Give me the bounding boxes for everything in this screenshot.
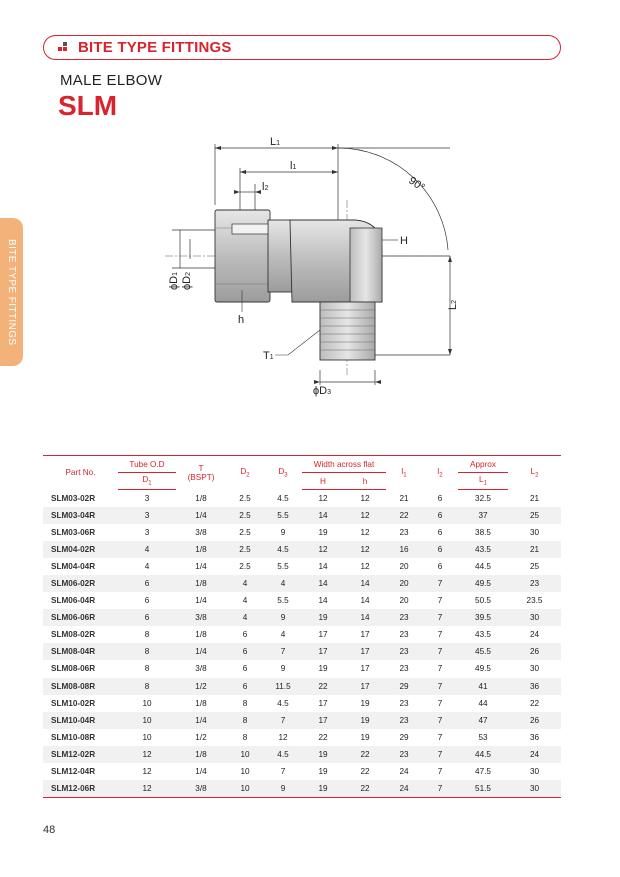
table-cell: 3/8: [176, 780, 226, 797]
table-cell: 1/8: [195, 630, 207, 640]
table-cell: 19: [302, 780, 344, 797]
brand-logo-icon: [58, 42, 70, 54]
table-row: [43, 626, 561, 643]
table-cell: 49.5: [475, 664, 491, 674]
table-cell: 2.5: [239, 527, 251, 537]
table-cell: 44: [478, 698, 488, 708]
table-row: [43, 695, 561, 712]
table-cell: 1/4: [195, 767, 207, 777]
table-cell: 44.5: [475, 561, 491, 571]
table-row: [43, 524, 561, 541]
table-cell: 23.5: [526, 596, 543, 606]
table-cell: 20: [386, 575, 422, 592]
label-D3: ϕD3: [313, 385, 332, 397]
table-cell: 23: [386, 643, 422, 660]
table-cell: 5.5: [277, 561, 289, 571]
header-L2: $L_2$: [508, 456, 561, 490]
table-cell: 3/8: [176, 609, 226, 626]
table-cell: 7: [264, 643, 302, 660]
table-cell: 19: [318, 527, 328, 537]
table-cell: 17: [360, 630, 370, 640]
table-cell: 4.5: [264, 746, 302, 763]
table-cell: 37: [458, 507, 508, 524]
table-cell: 1/8: [176, 746, 226, 763]
table-cell: 23: [508, 575, 561, 592]
table-cell: 14: [360, 596, 370, 606]
table-cell: 21: [508, 541, 561, 558]
table-cell: 6: [144, 596, 150, 606]
table-cell: 7: [422, 575, 458, 592]
table-cell: 12: [142, 767, 152, 777]
label-L1: L1: [270, 136, 281, 148]
table-cell: 22: [344, 780, 386, 797]
table-cell: 14: [344, 609, 386, 626]
table-cell: 19: [302, 746, 344, 763]
table-cell: 3/8: [195, 527, 207, 537]
table-cell: 23: [399, 630, 409, 640]
table-cell: 47: [458, 712, 508, 729]
table-cell: 10: [226, 780, 264, 797]
table-cell: 23: [399, 698, 409, 708]
table-cell: 2.5: [239, 493, 251, 503]
table-cell: 6: [118, 609, 176, 626]
table-cell: 2.5: [239, 561, 251, 571]
table-cell: 7: [437, 698, 443, 708]
part-number-cell: SLM03-06R: [51, 527, 96, 537]
table-cell: 4: [226, 609, 264, 626]
table-cell: 30: [529, 664, 540, 674]
table-cell: 12: [118, 746, 176, 763]
table-cell: 23: [386, 746, 422, 763]
table-cell: 20: [399, 596, 409, 606]
table-cell: 22: [318, 732, 328, 742]
table-cell: 19: [360, 698, 370, 708]
part-number-cell: SLM12-04R: [51, 767, 96, 777]
table-cell: 14: [302, 507, 344, 524]
table-cell: 24: [386, 780, 422, 797]
part-number-cell: SLM10-08R: [51, 732, 96, 742]
technical-drawing: [150, 130, 480, 410]
part-number-cell: SLM03-04R: [43, 507, 118, 524]
table-cell: 6: [422, 541, 458, 558]
table-cell: 19: [360, 732, 370, 742]
table-cell: 8: [144, 664, 150, 674]
header-d3: $D_3$: [264, 456, 302, 490]
header-tube-od: Tube O.D: [118, 456, 176, 473]
table-cell: 4: [264, 575, 302, 592]
table-cell: 6: [226, 643, 264, 660]
table-cell: 7: [422, 609, 458, 626]
table-cell: 25: [508, 507, 561, 524]
table-cell: 1/8: [195, 493, 207, 503]
table-cell: 9: [264, 780, 302, 797]
table-cell: 7: [422, 746, 458, 763]
table-cell: 4: [144, 561, 150, 571]
table-cell: 14: [318, 596, 328, 606]
table-cell: 30: [529, 767, 540, 777]
table-cell: 10: [226, 746, 264, 763]
table-row: [43, 729, 561, 746]
table-cell: 16: [386, 541, 422, 558]
table-cell: 10: [240, 767, 250, 777]
label-D2: ϕD2: [181, 271, 193, 290]
header-part-no: Part No.: [43, 456, 118, 490]
table-cell: 23: [399, 664, 409, 674]
label-D1: ϕD1: [168, 271, 180, 290]
specification-table: [43, 455, 561, 798]
table-cell: 24: [399, 767, 409, 777]
table-cell: 3: [144, 493, 150, 503]
part-number-cell: SLM03-02R: [51, 493, 96, 503]
table-cell: 45.5: [458, 643, 508, 660]
part-number-cell: SLM04-02R: [43, 541, 118, 558]
header-d2: $D_2$: [226, 456, 264, 490]
table-cell: 17: [344, 643, 386, 660]
table-cell: 6: [437, 561, 443, 571]
table-cell: 7: [264, 712, 302, 729]
table-cell: 9: [264, 609, 302, 626]
table-cell: 12: [278, 732, 288, 742]
table-cell: 25: [529, 561, 540, 571]
part-number-cell: SLM06-06R: [43, 609, 118, 626]
part-number-cell: SLM08-02R: [51, 630, 96, 640]
part-number-cell: SLM10-04R: [43, 712, 118, 729]
table-cell: 2.5: [226, 541, 264, 558]
part-number-cell: SLM08-06R: [51, 664, 96, 674]
table-cell: 43.5: [458, 541, 508, 558]
table-cell: 10: [142, 732, 152, 742]
table-cell: 9: [280, 664, 286, 674]
table-row: [43, 643, 561, 660]
label-l2: l2: [262, 181, 269, 193]
table-cell: 50.5: [475, 596, 491, 606]
table-cell: 12: [344, 541, 386, 558]
header-waf-h: h: [344, 473, 386, 490]
label-l1: l1: [290, 160, 297, 172]
header-l1: $l_1$: [386, 456, 422, 490]
table-cell: 22: [302, 678, 344, 695]
table-cell: 7: [422, 643, 458, 660]
table-cell: 8: [118, 643, 176, 660]
table-cell: 12: [360, 561, 370, 571]
table-cell: 26: [508, 712, 561, 729]
table-cell: 3: [144, 527, 150, 537]
table-cell: 2.5: [226, 507, 264, 524]
table-cell: 1/8: [176, 541, 226, 558]
table-cell: 1/4: [176, 712, 226, 729]
table-cell: 19: [302, 609, 344, 626]
table-cell: 36: [508, 678, 561, 695]
label-T1: T1: [263, 350, 274, 362]
part-number-cell: SLM06-02R: [43, 575, 118, 592]
table-cell: 19: [318, 767, 328, 777]
table-cell: 1/4: [195, 561, 207, 571]
table-cell: 22: [529, 698, 540, 708]
table-cell: 21: [529, 493, 540, 503]
table-row: [43, 490, 561, 507]
table-cell: 39.5: [458, 609, 508, 626]
table-row: [43, 507, 561, 524]
table-cell: 1/4: [195, 596, 207, 606]
table-cell: 17: [302, 643, 344, 660]
header-d1: $D_1$: [118, 473, 176, 490]
table-cell: 7: [437, 767, 443, 777]
table-cell: 7: [422, 678, 458, 695]
table-cell: 12: [360, 527, 370, 537]
table-cell: 30: [508, 780, 561, 797]
table-cell: 19: [344, 712, 386, 729]
table-cell: 20: [399, 561, 409, 571]
table-cell: 6: [242, 630, 248, 640]
header-waf-H: H: [302, 473, 344, 490]
table-cell: 47.5: [475, 767, 491, 777]
table-cell: 6: [437, 493, 443, 503]
table-cell: 23: [386, 609, 422, 626]
table-cell: 30: [529, 527, 540, 537]
label-h: h: [238, 314, 245, 326]
table-cell: 12: [344, 507, 386, 524]
table-cell: 22: [360, 767, 370, 777]
header-l2: $l_2$: [422, 456, 458, 490]
table-cell: 9: [280, 527, 286, 537]
table-row: [43, 592, 561, 609]
table-cell: 6: [242, 664, 248, 674]
table-cell: 5.5: [264, 507, 302, 524]
table-cell: 14: [302, 575, 344, 592]
label-H: H: [400, 235, 408, 247]
table-cell: 19: [318, 664, 328, 674]
header-width-across-flat: Width across flat: [302, 456, 386, 473]
table-cell: 22: [344, 746, 386, 763]
table-cell: 26: [508, 643, 561, 660]
table-cell: 6: [437, 527, 443, 537]
table-cell: 17: [344, 678, 386, 695]
header-approx: Approx: [458, 456, 508, 473]
table-cell: 8: [226, 712, 264, 729]
table-cell: 4: [226, 575, 264, 592]
table-cell: 1/2: [195, 732, 207, 742]
table-row: [43, 609, 561, 626]
table-cell: 17: [318, 698, 328, 708]
table-cell: 8: [118, 678, 176, 695]
table-cell: 14: [344, 575, 386, 592]
part-number-cell: SLM10-02R: [51, 698, 96, 708]
page-number: 48: [43, 824, 56, 836]
table-cell: 24: [529, 630, 540, 640]
table-cell: 6: [118, 575, 176, 592]
part-number-cell: SLM08-08R: [43, 678, 118, 695]
table-cell: 49.5: [458, 575, 508, 592]
table-cell: 7: [280, 767, 286, 777]
part-number-cell: SLM12-02R: [43, 746, 118, 763]
table-cell: 29: [399, 732, 409, 742]
table-row: [43, 780, 561, 797]
table-cell: 7: [437, 596, 443, 606]
table-cell: 30: [508, 609, 561, 626]
table-cell: 44.5: [458, 746, 508, 763]
table-cell: 41: [458, 678, 508, 695]
part-number-cell: SLM06-04R: [51, 596, 96, 606]
table-row: [43, 746, 561, 763]
table-cell: 7: [437, 732, 443, 742]
table-cell: 43.5: [475, 630, 491, 640]
table-cell: 8: [144, 630, 150, 640]
label-L2: L2: [447, 299, 459, 310]
table-cell: 10: [118, 712, 176, 729]
table-cell: 7: [422, 780, 458, 797]
part-number-cell: SLM12-06R: [43, 780, 118, 797]
table-cell: 14: [318, 561, 328, 571]
table-cell: 3: [118, 507, 176, 524]
table-cell: 1/2: [176, 678, 226, 695]
product-code: SLM: [58, 90, 118, 121]
table-cell: 4: [242, 596, 248, 606]
table-cell: 23: [386, 712, 422, 729]
table-cell: 4.5: [277, 493, 289, 503]
table-cell: 11.5: [264, 678, 302, 695]
table-cell: 4.5: [264, 541, 302, 558]
section-title: BITE TYPE FITTINGS: [78, 39, 232, 56]
table-row: [43, 558, 561, 575]
table-cell: 38.5: [475, 527, 491, 537]
side-tab: [0, 218, 23, 366]
table-cell: 3/8: [195, 664, 207, 674]
table-cell: 51.5: [458, 780, 508, 797]
header-approx-L1: $L_1$: [458, 473, 508, 490]
label-angle: 90°: [406, 174, 427, 195]
table-body: [43, 490, 561, 798]
table-cell: 17: [318, 630, 328, 640]
table-row: [43, 763, 561, 780]
table-row: [43, 678, 561, 695]
table-cell: 5.5: [277, 596, 289, 606]
table-cell: 4.5: [277, 698, 289, 708]
table-cell: 8: [242, 698, 248, 708]
table-cell: 12: [360, 493, 370, 503]
table-cell: 24: [508, 746, 561, 763]
table-cell: 7: [437, 630, 443, 640]
table-cell: 22: [386, 507, 422, 524]
table-cell: 7: [437, 664, 443, 674]
table-cell: 17: [360, 664, 370, 674]
table-cell: 23: [399, 527, 409, 537]
table-cell: 1/4: [176, 507, 226, 524]
table-cell: 12: [302, 541, 344, 558]
table-cell: 7: [422, 712, 458, 729]
table-cell: 8: [242, 732, 248, 742]
table-cell: 12: [318, 493, 328, 503]
table-cell: 1/8: [195, 698, 207, 708]
table-cell: 1/8: [176, 575, 226, 592]
table-cell: 4: [118, 541, 176, 558]
table-cell: 53: [478, 732, 488, 742]
part-number-cell: SLM04-04R: [51, 561, 96, 571]
table-cell: 10: [142, 698, 152, 708]
table-cell: 32.5: [475, 493, 491, 503]
table-cell: 12: [118, 780, 176, 797]
table-cell: 4: [280, 630, 286, 640]
product-subtitle: MALE ELBOW: [60, 72, 163, 89]
table-row: [43, 541, 561, 558]
header-t: T (BSPT): [176, 456, 226, 490]
part-number-cell: SLM08-04R: [43, 643, 118, 660]
table-row: [43, 712, 561, 729]
table-cell: 6: [422, 507, 458, 524]
table-cell: 6: [226, 678, 264, 695]
table-cell: 29: [386, 678, 422, 695]
table-cell: 21: [399, 493, 409, 503]
side-tab-label: BITE TYPE FITTINGS: [6, 238, 17, 346]
table-cell: 36: [529, 732, 540, 742]
table-row: [43, 660, 561, 677]
table-cell: 17: [302, 712, 344, 729]
table-cell: 1/4: [176, 643, 226, 660]
table-row: [43, 575, 561, 592]
section-header: [43, 35, 561, 60]
